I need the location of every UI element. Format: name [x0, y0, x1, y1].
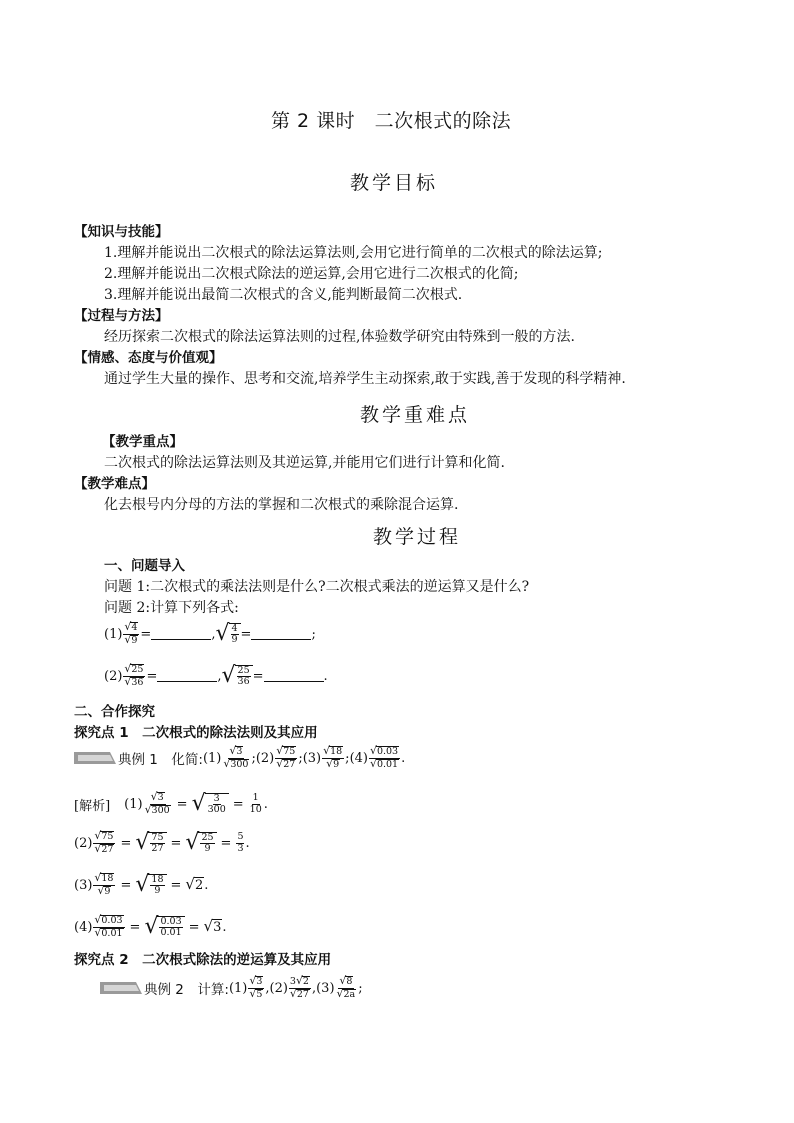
intro-problem-1: (1) √ 4 √ 9 = , √ $\frac{4}{9}$ = ; — [104, 620, 316, 646]
intro-question-1: 问题 1:二次根式的乘法法则是什么?二次根式乘法的逆运算又是什么? — [104, 579, 530, 595]
page-title: 第 2 课时 二次根式的除法 — [271, 110, 512, 132]
key-text: 二次根式的除法运算法则及其逆运算,并能用它们进行计算和化简. — [104, 455, 505, 471]
answer-blank[interactable] — [264, 671, 324, 682]
knowledge-item-3: 3.理解并能说出最简二次根式的含义,能判断最简二次根式. — [104, 287, 463, 303]
difficult-text: 化去根号内分母的方法的掌握和二次根式的乘除混合运算. — [104, 497, 459, 513]
example-1: 典例 1 化简: (1) √ 3 √ 300 ; (2) √ 75 √ 27 ; (3) √ 18 √ 9 ; (4) √ 0.03 √ 0.01 . — [74, 746, 405, 771]
intro-question-2: 问题 2:计算下列各式: — [104, 600, 239, 616]
attitude-heading: 【情感、态度与价值观】 — [74, 350, 223, 366]
section-heading-key-points: 教学重难点 — [360, 404, 471, 426]
example-banner-icon — [74, 751, 116, 765]
example-banner-icon — [100, 981, 142, 995]
section-heading-goals: 教学目标 — [350, 172, 439, 194]
intro-heading: 一、问题导入 — [104, 558, 185, 574]
attitude-text: 通过学生大量的操作、思考和交流,培养学生主动探索,敢于实践,善于发现的科学精神. — [104, 371, 626, 387]
analysis-step-3: (3) √ 18 √ 9 = √ $\frac{18}{9}$ = √ 2 . — [74, 871, 209, 897]
example-2: 典例 2 计算: (1) √ 3 √ 5 , (2) 3 √ 2 √ 27 , (3) √ 8 √ 2a ; — [100, 976, 363, 1001]
fraction-sqrt25-over-sqrt36: √ 25 √ 36 — [124, 662, 144, 688]
knowledge-item-1: 1.理解并能说出二次根式的除法运算法则,会用它进行简单的二次根式的除法运算; — [104, 245, 603, 261]
explore-heading: 二、合作探究 — [74, 704, 155, 720]
analysis-step-2: (2) √ 75 √ 27 = √ $\frac{75}{27}$ = √ $\frac{25}{9}$ = $\frac{5}{3}$ . — [74, 829, 250, 855]
answer-blank[interactable] — [151, 629, 211, 640]
analysis-step-1: [解析] (1) √ 3 √ 300 = √ $\frac{3}{300}$ = $\frac{1}{10}$ . — [74, 790, 268, 816]
knowledge-heading: 【知识与技能】 — [74, 224, 169, 240]
answer-blank[interactable] — [157, 671, 217, 682]
sqrt-25-over-36: √ $\frac{25}{36}$ — [222, 665, 253, 689]
answer-blank[interactable] — [251, 629, 311, 640]
analysis-step-4: (4) √ 0.03 √ 0.01 = √ $\frac{0.03}{0.01}$ = √ 3 . — [74, 913, 227, 939]
sqrt-4-over-9: √ $\frac{4}{9}$ — [215, 623, 240, 647]
intro-problem-2: (2) √ 25 √ 36 = , √ $\frac{25}{36}$ = . — [104, 662, 328, 688]
method-text: 经历探索二次根式的除法运算法则的过程,体验数学研究由特殊到一般的方法. — [104, 329, 575, 345]
knowledge-item-2: 2.理解并能说出二次根式除法的逆运算,会用它进行二次根式的化简; — [104, 266, 519, 282]
method-heading: 【过程与方法】 — [74, 308, 169, 324]
difficult-heading: 【教学难点】 — [74, 476, 155, 492]
key-heading: 【教学重点】 — [102, 434, 183, 450]
fraction-sqrt4-over-sqrt9: √ 4 √ 9 — [124, 620, 138, 646]
explore-point-1: 探究点 1 二次根式的除法法则及其应用 — [74, 725, 318, 741]
explore-point-2: 探究点 2 二次根式除法的逆运算及其应用 — [74, 952, 332, 968]
section-heading-process: 教学过程 — [373, 526, 462, 548]
